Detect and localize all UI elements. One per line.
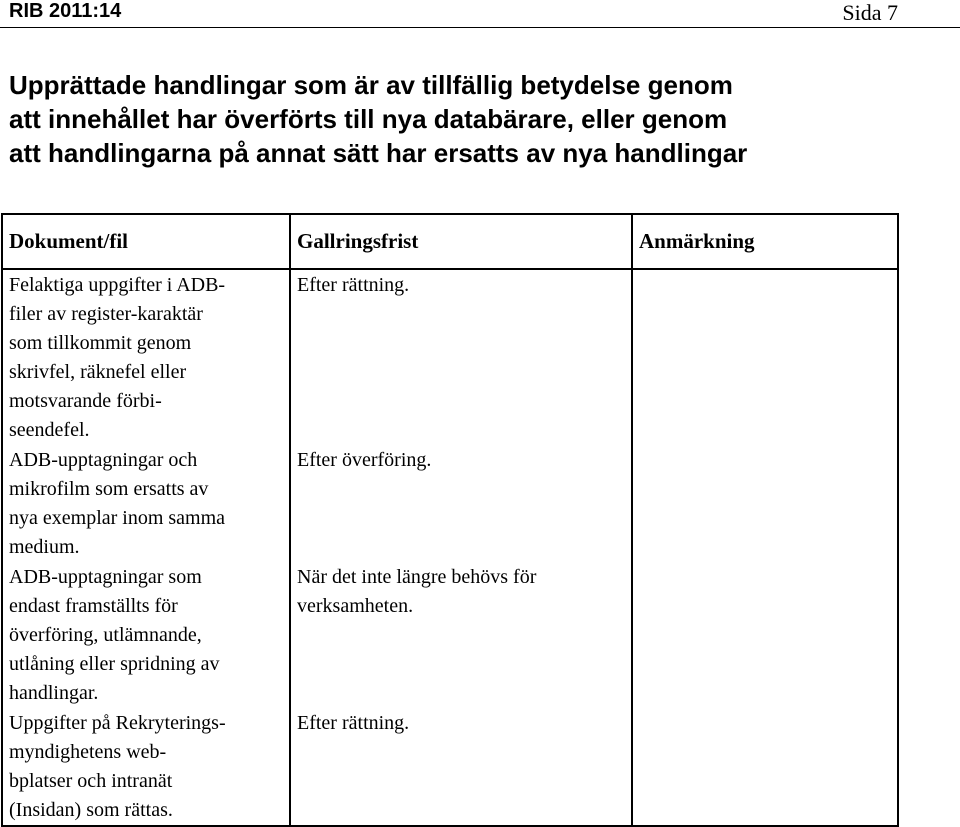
column-header-remark: Anmärkning	[632, 214, 898, 269]
document-cell	[2, 708, 290, 826]
retention-period-cell	[290, 708, 632, 826]
document-code: RIB 2011:14	[9, 0, 122, 22]
remark-cell	[632, 269, 898, 445]
document-cell	[2, 562, 290, 708]
cell-line: mikrofilm som ersatts av	[9, 478, 209, 500]
document-cell	[2, 445, 290, 562]
cell-line: nya exemplar inom samma	[9, 507, 226, 529]
cell-line: medium.	[9, 536, 80, 558]
title-line: Upprättade handlingar som är av tillfällig betydelse genom	[9, 70, 733, 100]
cell-line: Uppgifter på Rekryterings-	[9, 712, 226, 734]
cell-line: ADB-upptagningar som	[9, 566, 202, 588]
retention-table	[1, 213, 899, 827]
cell-line: Efter rättning.	[297, 712, 410, 734]
column-header-document: Dokument/fil	[2, 214, 290, 269]
table-row	[2, 269, 898, 445]
cell-line: överföring, utlämnande,	[9, 624, 202, 646]
cell-line: verksamheten.	[297, 595, 414, 617]
cell-line: skrivfel, räknefel eller	[9, 361, 187, 383]
table-header-row	[2, 214, 898, 269]
cell-line: motsvarande förbi-	[9, 390, 162, 412]
retention-period-cell	[290, 445, 632, 562]
table-row	[2, 562, 898, 708]
cell-line: Efter rättning.	[297, 274, 410, 296]
retention-period-cell	[290, 269, 632, 445]
cell-line: seendefel.	[9, 419, 90, 441]
remark-cell	[632, 445, 898, 562]
cell-line: (Insidan) som rättas.	[9, 799, 173, 821]
cell-line: endast framställts för	[9, 595, 178, 617]
cell-line: Efter överföring.	[297, 449, 432, 471]
cell-line: ADB-upptagningar och	[9, 449, 198, 471]
cell-line: bplatser och intranät	[9, 770, 173, 792]
header-divider	[0, 27, 960, 28]
title-line: att innehållet har överförts till nya databärare, eller genom	[9, 104, 728, 134]
column-header-retention-period: Gallringsfrist	[290, 214, 632, 269]
remark-cell	[632, 562, 898, 708]
document-cell	[2, 269, 290, 445]
table-row	[2, 445, 898, 562]
cell-line: utlåning eller spridning av	[9, 653, 220, 675]
title-line: att handlingarna på annat sätt har ersatts av nya handlingar	[9, 138, 748, 168]
remark-cell	[632, 708, 898, 826]
cell-line: myndighetens web-	[9, 741, 167, 763]
cell-line: som tillkommit genom	[9, 332, 192, 354]
cell-line: Felaktiga uppgifter i ADB-	[9, 274, 226, 296]
cell-line: handlingar.	[9, 682, 99, 704]
cell-line: När det inte längre behövs för	[297, 566, 537, 588]
page-number: Sida 7	[842, 0, 898, 25]
table-row	[2, 708, 898, 826]
retention-period-cell	[290, 562, 632, 708]
section-title	[9, 68, 909, 170]
cell-line: filer av register-karaktär	[9, 303, 203, 325]
